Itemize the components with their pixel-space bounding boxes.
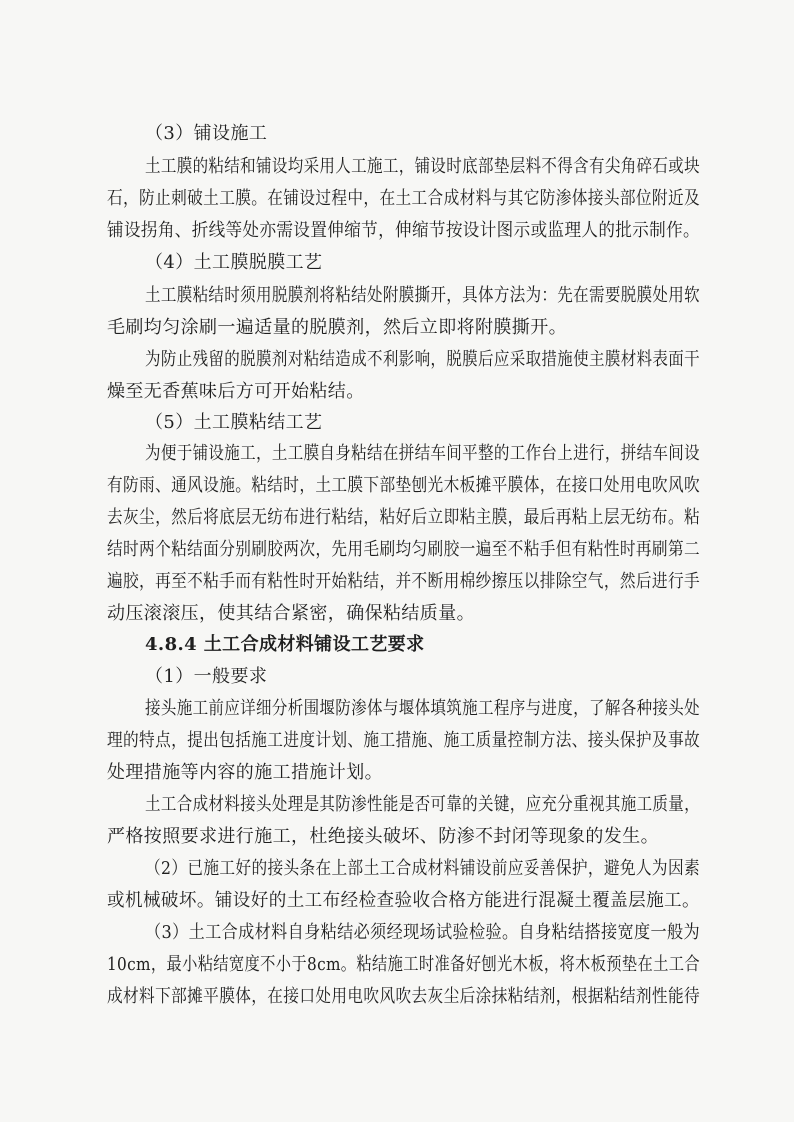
document-page: （3）铺设施工 土工膜的粘结和铺设均采用人工施工，铺设时底部垫层料不得含有尖角碎石或块 石，防止刺破土工膜。在铺设过程中，在土工合成材料与其它防渗体接头部位附近及 铺设拐角、折线等处亦需设置伸缩节，伸缩节按设计图示或监理人的批示制作。 （4）土工膜脱膜工艺 土工膜粘结时须用脱膜剂将粘结处附膜撕开，具体方法为：先在需要脱膜处用软 毛刷均匀涂刷一遍适量的脱膜剂，然后立即将附膜撕开。 为防止残留的脱膜剂对粘结造成不利影响，脱膜后应采取措施使主膜材料表面干 燥至无香蕉味后方可开始粘结。 （5）土工膜粘结工艺 为便于铺设施工，土工膜自身粘结在拼结车间平整的工作台上进行，拼结车间设 有防雨、通风设施。粘结时，土工膜下部垫刨光木板摊平膜体，在接口处用电吹风吹 去灰尘，然后将底层无纺布进行粘结，粘好后立即粘主膜，最后再粘上层无纺布。粘 结时两个粘结面分别刷胶两次，先用毛刷均匀刷胶一遍至不粘手但有粘性时再刷第二 遍胶，再至不粘手而有粘性时开始粘结，并不断用棉纱擦压以排除空气，然后进行手 动压滚滚压，使其结合紧密，确保粘结质量。 4.8.4 土工合成材料铺设工艺要求 （1）一般要求 接头施工前应详细分析围堰防渗体与堰体填筑施工程序与进度，了解各种接头处 理的特点，提出包括施工进度计划、施工措施、施工质量控制方法、接头保护及事故 处理措施等内容的施工措施计划。 土工合成材料接头处理是其防渗性能是否可靠的关键，应充分重视其施工质量， 严格按照要求进行施工，杜绝接头破坏、防渗不封闭等现象的发生。 （2）已施工好的接头条在上部土工合成材料铺设前应妥善保护，避免人为因素 或机械破坏。铺设好的土工布经检查验收合格方能进行混凝土覆盖层施工。 （3）土工合成材料自身粘结必须经现场试验检验。自身粘结搭接宽度一般为 10cm，最小粘结宽度不小于8cm。粘结施工时准备好刨光木板，将木板预垫在土工合 成材料下部摊平膜体，在接口处用电吹风吹去灰尘后涂抹粘结剂，根据粘结剂性能待 (0, 0, 794, 1122)
